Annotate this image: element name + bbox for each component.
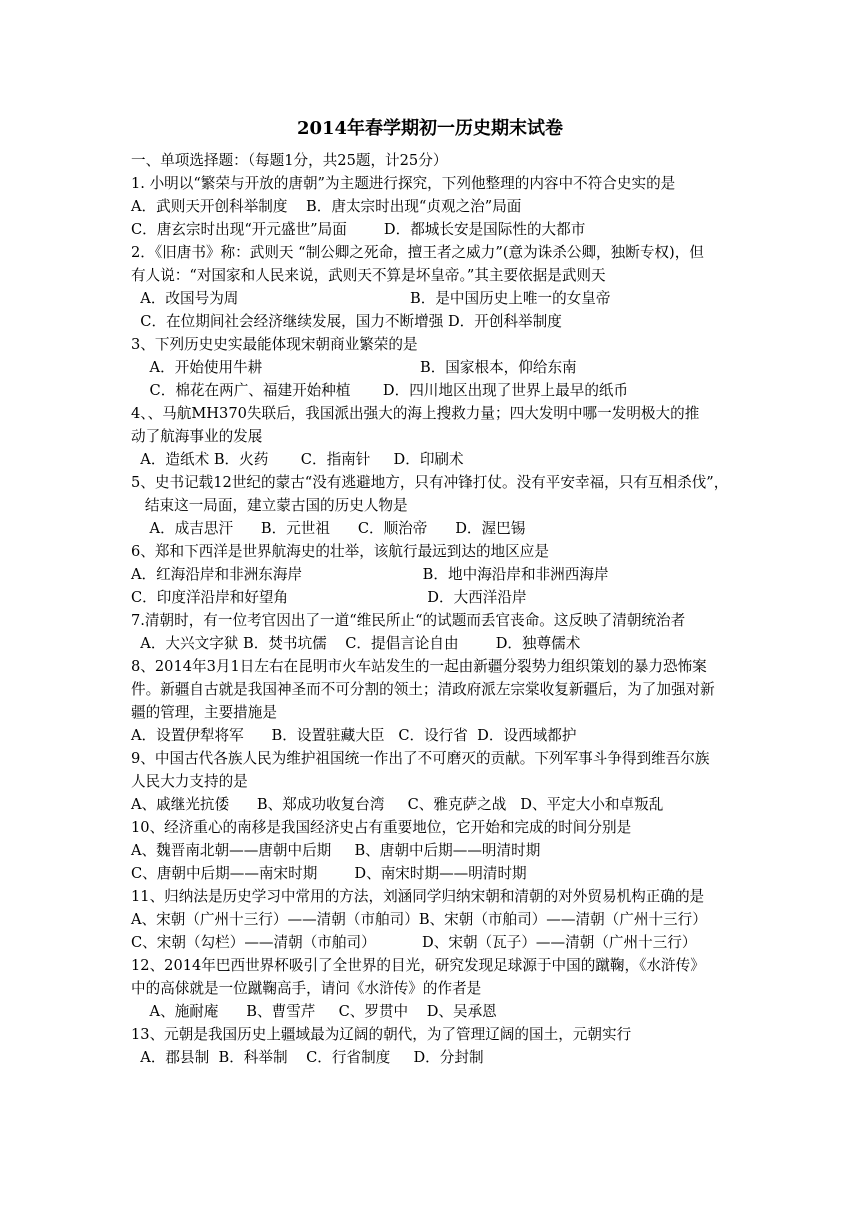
question-text: 9、中国古代各族人民为维护祖国统一作出了不可磨灭的贡献。下列军事斗争得到维吾尔族 (131, 750, 710, 767)
answer-options: C．在位期间社会经济继续发展，国力不断增强 D．开创科举制度 (131, 313, 562, 330)
answer-options: A、宋朝（广州十三行）——清朝（市舶司）B、宋朝（市舶司）——清朝（广州十三行） (131, 911, 707, 928)
question-text: 3、下列历史史实最能体现宋朝商业繁荣的是 (131, 336, 418, 353)
question-text: 4、、马航MH370失联后，我国派出强大的海上搜救力量；四大发明中哪一发明极大的推 (131, 405, 700, 422)
answer-options: A．郡县制 B．科举制 C．行省制度 D．分封制 (131, 1049, 484, 1066)
answer-options: A．大兴文字狱 B．焚书坑儒 C．提倡言论自由 D．独尊儒术 (131, 635, 581, 652)
answer-options: C、宋朝（勾栏）——清朝（市舶司） D、宋朝（瓦子）——清朝（广州十三行） (131, 934, 697, 951)
answer-options: C、唐朝中后期——南宋时期 D、南宋时期——明清时期 (131, 865, 527, 882)
question-text: 件。新疆自古就是我国神圣而不可分割的领土；清政府派左宗棠收复新疆后，为了加强对新 (131, 681, 715, 698)
answer-options: A．改国号为周 B．是中国历史上唯一的女皇帝 (131, 290, 611, 307)
answer-options: A、戚继光抗倭 B、郑成功收复台湾 C、雅克萨之战 D、平定大小和卓叛乱 (131, 796, 664, 813)
question-text: 人民大力支持的是 (131, 773, 248, 790)
answer-options: A、魏晋南北朝——唐朝中后期 B、唐朝中后期——明清时期 (131, 842, 541, 859)
question-text: 13、元朝是我国历史上疆域最为辽阔的朝代，为了管理辽阔的国土，元朝实行 (131, 1026, 632, 1043)
question-text: 7.清朝时，有一位考官因出了一道“维民所止“的试题而丢官丧命。这反映了清朝统治者 (131, 612, 686, 629)
answer-options: A．设置伊犁将军 B．设置驻藏大臣 C．设行省 D．设西域都护 (131, 727, 577, 744)
answer-options: A．武则天开创科举制度 B．唐太宗时出现“贞观之治”局面 (131, 198, 522, 215)
question-text: 中的高俅就是一位蹴鞠高手，请问《水浒传》的作者是 (131, 980, 482, 997)
exam-title: 2014年春学期初一历史期末试卷 (296, 118, 564, 139)
question-text: 动了航海事业的发展 (131, 428, 263, 445)
question-text: 6、郑和下西洋是世界航海史的壮举，该航行最远到达的地区应是 (131, 543, 549, 560)
question-text: 1. 小明以“繁荣与开放的唐朝”为主题进行探究，下列他整理的内容中不符合史实的是 (131, 175, 676, 192)
question-text: 结束这一局面，建立蒙古国的历史人物是 (131, 497, 408, 514)
question-text: 2．《旧唐书》称：武则天 “制公卿之死命，擅王者之威力”(意为诛杀公卿，独断专权)，但 (131, 244, 704, 261)
question-text: 5、史书记载12世纪的蒙古“没有逃避地方，只有冲锋打仗。没有平安幸福，只有互相杀伐”， (131, 474, 729, 491)
question-text: 疆的管理，主要措施是 (131, 704, 277, 721)
question-text: 11、归纳法是历史学习中常用的方法，刘涵同学归纳宋朝和清朝的对外贸易机构正确的是 (131, 888, 705, 905)
question-text: 12、2014年巴西世界杯吸引了全世界的目光，研究发现足球源于中国的蹴鞠，《水浒传》 (131, 957, 705, 974)
answer-options: C．棉花在两广、福建开始种植 D．四川地区出现了世界上最早的纸币 (131, 382, 629, 399)
answer-options: A．开始使用牛耕 B．国家根本，仰给东南 (131, 359, 577, 376)
answer-options: C．唐玄宗时出现“开元盛世”局面 D．都城长安是国际性的大都市 (131, 221, 586, 238)
answer-options: C．印度洋沿岸和好望角 D．大西洋沿岸 (131, 589, 527, 606)
question-text: 10、经济重心的南移是我国经济史占有重要地位，它开始和完成的时间分别是 (131, 819, 632, 836)
section-heading: 一、单项选择题：（每题1分，共25题，计25分） (131, 152, 448, 169)
answer-options: A、施耐庵 B、曹雪芹 C、罗贯中 D、吴承恩 (131, 1003, 497, 1020)
question-text: 8、2014年3月1日左右在昆明市火车站发生的一起由新疆分裂势力组织策划的暴力恐怖案 (131, 658, 707, 675)
answer-options: A．成吉思汗 B．元世祖 C．顺治帝 D．渥巴锡 (131, 520, 526, 537)
answer-options: A．造纸术 B．火药 C．指南针 D．印刷术 (131, 451, 464, 468)
question-text: 有人说：“对国家和人民来说，武则天不算是坏皇帝。”其主要依据是武则天 (131, 267, 606, 284)
answer-options: A．红海沿岸和非洲东海岸 B．地中海沿岸和非洲西海岸 (131, 566, 609, 583)
